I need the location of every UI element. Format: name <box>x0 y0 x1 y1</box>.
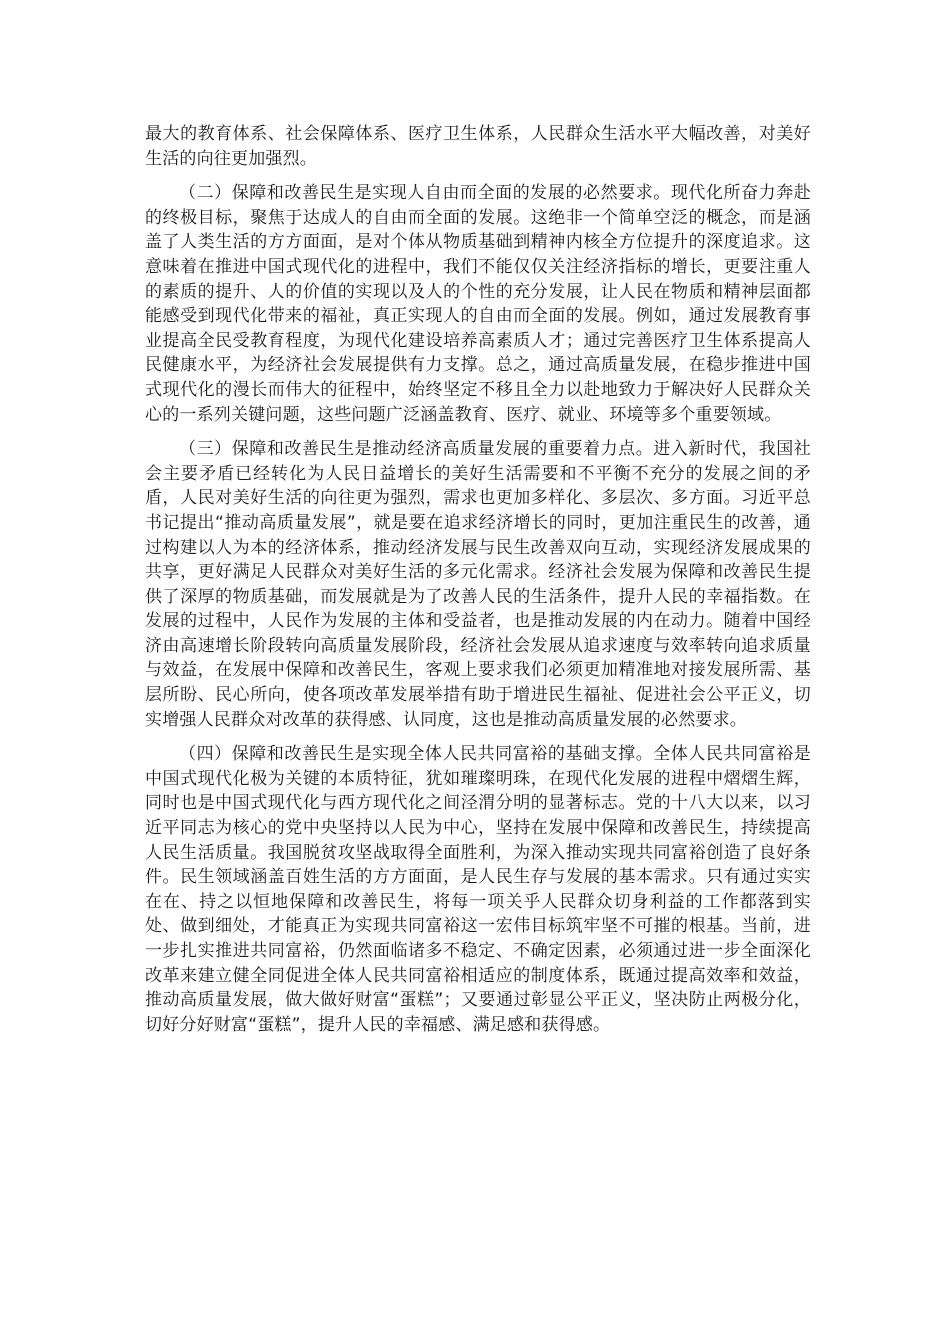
paragraph-section-2: （二）保障和改善民生是实现人自由而全面的发展的必然要求。现代化所奋力奔赴的终极目标，聚焦于达成人的自由而全面的发展。这绝非一个简单空泛的概念，而是涵盖了人类生活的方方面面，是对个体从物质基础到精神内核全方位提升的深度追求。这意味着在推进中国式现代化的进程中，我们不能仅仅关注经济指标的增长，更要注重人的素质的提升、人的价值的实现以及人的个性的充分发展，让人民在物质和精神层面都能感受到现代化带来的福祉，真正实现人的自由而全面的发展。例如，通过发展教育事业提高全民受教育程度，为现代化建设培养高素质人才；通过完善医疗卫生体系提高人民健康水平，为经济社会发展提供有力支撑。总之，通过高质量发展，在稳步推进中国式现代化的漫长而伟大的征程中，始终坚定不移且全力以赴地致力于解决好人民群众关心的一系列关键问题，这些问题广泛涵盖教育、医疗、就业、环境等多个重要领域。 <box>145 183 811 425</box>
paragraph-section-3: （三）保障和改善民生是推动经济高质量发展的重要着力点。进入新时代，我国社会主要矛盾已经转化为人民日益增长的美好生活需要和不平衡不充分的发展之间的矛盾，人民对美好生活的向往更为强烈，需求也更加多样化、多层次、多方面。习近平总书记提出“推动高质量发展”，就是要在追求经济增长的同时，更加注重民生的改善，通过构建以人为本的经济体系，推动经济发展与民生改善双向互动，实现经济发展成果的共享，更好满足人民群众对美好生活的多元化需求。经济社会发展为保障和改善民生提供了深厚的物质基础，而发展就是为了改善人民的生活条件，提升人民的幸福指数。在发展的过程中，人民作为发展的主体和受益者，也是推动发展的内在动力。随着中国经济由高速增长阶段转向高质量发展阶段，经济社会发展从追求速度与效率转向追求质量与效益，在发展中保障和改善民生，客观上要求我们必须更加精准地对接发展所需、基层所盼、民心所向，使各项改革发展举措有助于增进民生福祉、促进社会公平正义，切实增强人民群众对改革的获得感、认同度，这也是推动高质量发展的必然要求。 <box>145 439 811 730</box>
document-page <box>145 122 811 1047</box>
paragraph-continuation: 最大的教育体系、社会保障体系、医疗卫生体系，人民群众生活水平大幅改善，对美好生活的向往更加强烈。 <box>145 124 811 169</box>
paragraph-section-4: （四）保障和改善民生是实现全体人民共同富裕的基础支撑。全体人民共同富裕是中国式现代化极为关键的本质特征，犹如璀璨明珠，在现代化发展的进程中熠熠生辉，同时也是中国式现代化与西方现代化之间泾渭分明的显著标志。党的十八大以来，以习近平同志为核心的党中央坚持以人民为中心，坚持在发展中保障和改善民生，持续提高人民生活质量。我国脱贫攻坚战取得全面胜利，为深入推动实现共同富裕创造了良好条件。民生领域涵盖百姓生活的方方面面，是人民生存与发展的基本需求。只有通过实实在在、持之以恒地保障和改善民生，将每一项关乎人民群众切身利益的工作都落到实处、做到细处，才能真正为实现共同富裕这一宏伟目标筑牢坚不可摧的根基。当前，进一步扎实推进共同富裕，仍然面临诸多不稳定、不确定因素，必须通过进一步全面深化改革来建立健全同促进全体人民共同富裕相适应的制度体系，既通过提高效率和效益，推动高质量发展，做大做好财富“蛋糕”；又要通过彰显公平正义，坚决防止两极分化，切好分好财富“蛋糕”，提升人民的幸福感、满足感和获得感。 <box>145 744 811 1035</box>
